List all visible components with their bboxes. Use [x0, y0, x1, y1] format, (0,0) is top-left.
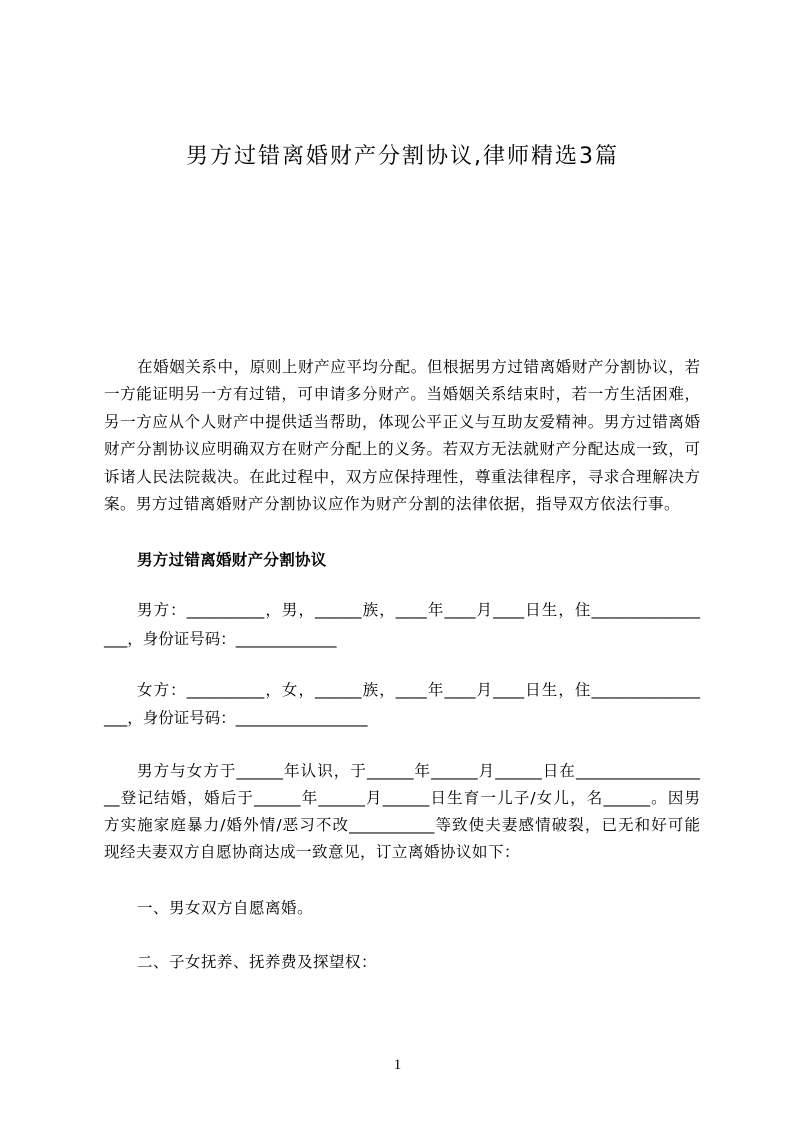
intro-paragraph: [104, 354, 700, 518]
clause-1: [104, 894, 700, 922]
intro-line: 一方能证明另一方有过错，可申请多分财产。当婚姻关系结束时，若一方生活困难，: [104, 385, 700, 404]
marriage-info-paragraph: [104, 758, 700, 866]
clause-text: 一、男女双方自愿离婚。: [137, 899, 314, 917]
female-party-paragraph: [104, 676, 700, 732]
intro-line: 案。男方过错离婚财产分割协议应作为财产分割的法律依据，指导双方依法行事。: [104, 495, 681, 514]
document-title: 男方过错离婚财产分割协议,律师精选3篇: [186, 144, 619, 169]
intro-line: 另一方应从个人财产中提供适当帮助，体现公平正义与互助友爱精神。男方过错离婚: [104, 412, 700, 431]
intro-line: 财产分割协议应明确双方在财产分配上的义务。若双方无法就财产分配达成一致，可: [104, 440, 700, 459]
intro-line: 在婚姻关系中，原则上财产应平均分配。但根据男方过错离婚财产分割协议，若: [137, 358, 700, 376]
agreement-heading: [104, 546, 700, 574]
marriage-info-line: 男方与女方于______年认识，于______年______月______日在________________: [137, 762, 700, 780]
marriage-info-line: 方实施家庭暴力/婚外情/恶习不改___________等致使夫妻感情破裂，已无和好可能: [104, 816, 700, 834]
female-party-line: ___，身份证号码：_________________: [104, 709, 368, 727]
agreement-heading-text: 男方过错离婚财产分割协议: [137, 551, 327, 569]
male-party-paragraph: [104, 596, 700, 654]
male-party-line: 男方：__________，男，______族，____年____月____日生，住______________: [137, 601, 700, 619]
intro-line: 诉诸人民法院裁决。在此过程中，双方应保持理性，尊重法律程序，寻求合理解决方: [104, 467, 700, 486]
clause-text: 二、子女抚养、抚养费及探望权：: [137, 953, 378, 971]
marriage-info-line: __登记结婚，婚后于______年______月______日生育一儿子/女儿，名______。因男: [104, 789, 700, 807]
female-party-line: 女方：__________，女，______族，____年____月____日生，住______________: [137, 681, 700, 699]
clause-2: [104, 948, 700, 976]
page-number: 1: [393, 1057, 402, 1073]
male-party-line: ___，身份证号码：_____________: [104, 630, 337, 648]
marriage-info-line: 现经夫妻双方自愿协商达成一致意见，订立离婚协议如下：: [104, 843, 521, 861]
